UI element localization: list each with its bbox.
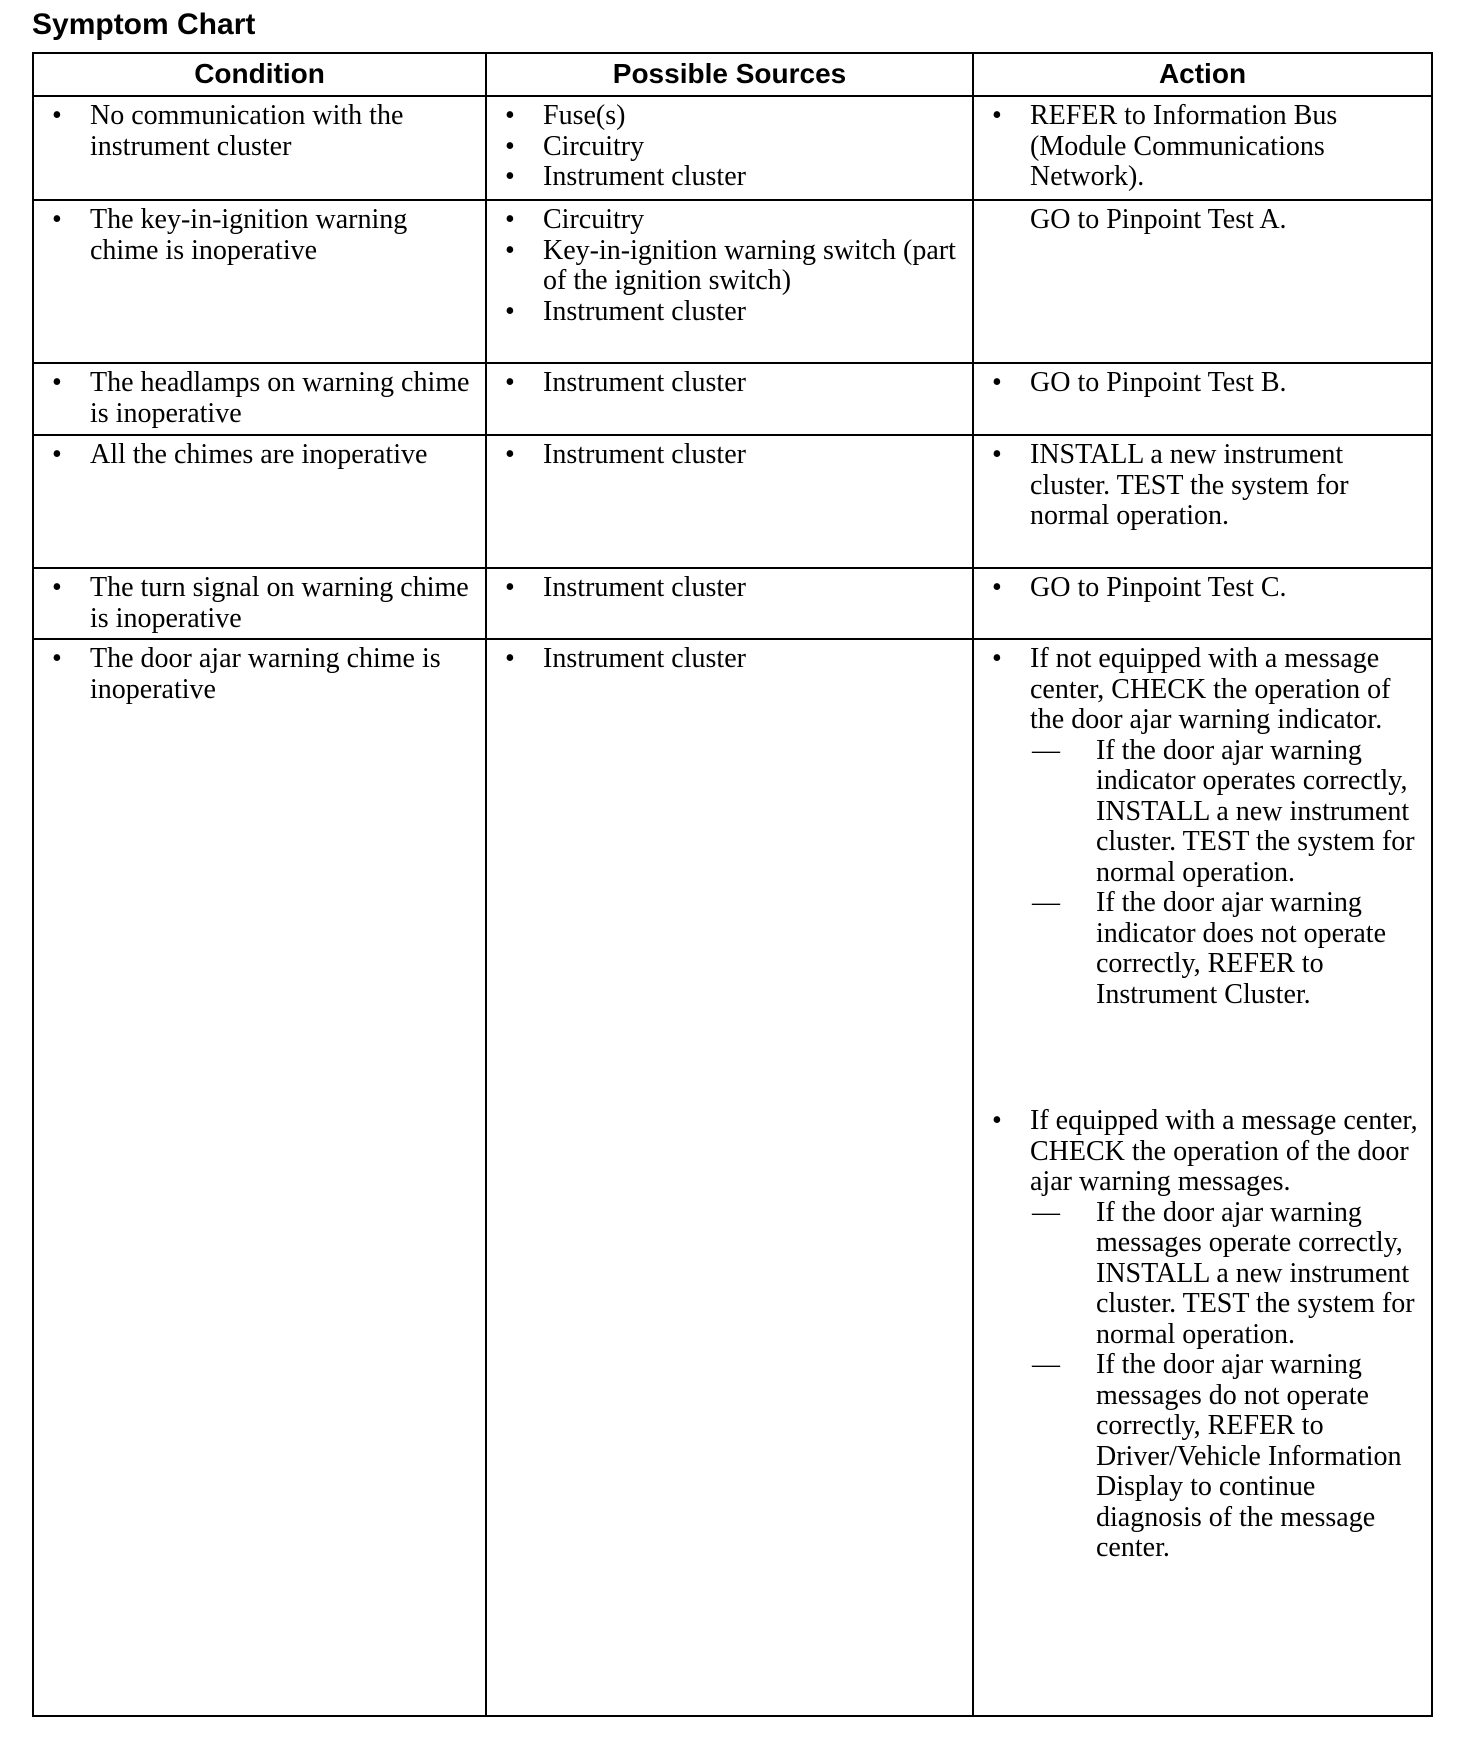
list-item [982, 101, 1425, 193]
list-item [495, 101, 966, 132]
list-item [982, 440, 1425, 532]
source-text: Instrument cluster [543, 643, 746, 674]
bullet-icon: • [505, 572, 515, 603]
condition-cell [33, 363, 486, 435]
bullet-icon: • [505, 643, 515, 674]
sub-list-item [1030, 736, 1425, 889]
condition-cell [33, 639, 486, 1716]
bullet-icon: • [992, 439, 1002, 470]
list-item [495, 236, 966, 297]
sources-cell [486, 200, 973, 363]
bullet-icon: • [505, 295, 515, 327]
table-row [33, 200, 1432, 363]
list-item [982, 573, 1425, 604]
sub-action-text: If the door ajar warning messages operate correctly, INSTALL a new instrument cluster. TEST the system for normal operation. [1096, 1196, 1415, 1350]
action-cell [973, 568, 1432, 639]
table-row [33, 435, 1432, 568]
condition-text: The key-in-ignition warning chime is inoperative [90, 204, 408, 266]
dash-icon: — [1032, 734, 1060, 766]
bullet-icon: • [992, 367, 1002, 398]
bullet-icon: • [52, 439, 62, 470]
list-item [495, 573, 966, 604]
bullet-icon: • [992, 100, 1002, 131]
action-cell [973, 96, 1432, 200]
sources-cell [486, 96, 973, 200]
source-text: Circuitry [543, 204, 645, 235]
condition-text: All the chimes are inoperative [90, 439, 428, 470]
sub-action-text: If the door ajar warning indicator operates correctly, INSTALL a new instrument cluster. TEST the system for normal operation. [1096, 734, 1415, 888]
symptom-chart-table [32, 52, 1433, 1717]
bullet-icon: • [52, 367, 62, 398]
header-row [33, 53, 1432, 96]
list-item [495, 132, 966, 163]
sources-cell [486, 568, 973, 639]
action-text: REFER to Information Bus (Module Communications Network). [1030, 100, 1338, 192]
header-condition: Condition [33, 53, 486, 96]
condition-cell [33, 96, 486, 200]
bullet-icon: • [505, 130, 515, 162]
sub-action-text: If the door ajar warning messages do not operate correctly, REFER to Driver/Vehicle Information Display to continue diagnosis of the message center. [1096, 1349, 1402, 1563]
table-row [33, 363, 1432, 435]
list-item [42, 440, 479, 471]
dash-icon: — [1032, 887, 1060, 918]
source-text: Instrument cluster [543, 295, 746, 327]
source-text: Fuse(s) [543, 100, 626, 131]
bullet-icon: • [505, 234, 515, 266]
bullet-icon: • [505, 100, 515, 131]
list-item [495, 162, 966, 193]
condition-cell [33, 568, 486, 639]
page-title: Symptom Chart [32, 8, 256, 41]
list-item [982, 1106, 1425, 1198]
header-action: Action [973, 53, 1432, 96]
source-text: Instrument cluster [543, 367, 746, 398]
list-item [42, 644, 479, 705]
action-cell [973, 200, 1432, 363]
sub-action-text: If the door ajar warning indicator does not operate correctly, REFER to Instrument Cluster. [1096, 887, 1387, 1010]
action-text: GO to Pinpoint Test C. [1030, 572, 1287, 603]
table-row [33, 96, 1432, 200]
action-text: If not equipped with a message center, CHECK the operation of the door ajar warning indicator. [1030, 643, 1391, 735]
list-item [495, 297, 966, 328]
condition-text: The turn signal on warning chime is inoperative [90, 572, 469, 634]
sources-cell [486, 363, 973, 435]
source-text: Instrument cluster [543, 161, 746, 192]
bullet-icon: • [52, 643, 62, 674]
dash-icon: — [1032, 1196, 1060, 1228]
list-item [982, 368, 1425, 399]
action-text: GO to Pinpoint Test A. [1030, 204, 1287, 235]
source-text: Instrument cluster [543, 439, 746, 470]
dash-icon: — [1032, 1349, 1060, 1380]
list-item [42, 368, 479, 429]
bullet-icon: • [992, 643, 1002, 674]
list-item [495, 368, 966, 399]
list-item [495, 440, 966, 471]
action-text: INSTALL a new instrument cluster. TEST the system for normal operation. [1030, 439, 1349, 531]
bullet-icon: • [505, 367, 515, 398]
action-cell [973, 639, 1432, 1716]
action-cell [973, 363, 1432, 435]
condition-cell [33, 435, 486, 568]
action-text: GO to Pinpoint Test B. [1030, 367, 1287, 398]
bullet-icon: • [52, 100, 62, 131]
bullet-icon: • [992, 1105, 1002, 1136]
header-possible-sources: Possible Sources [486, 53, 973, 96]
action-text: If equipped with a message center, CHECK the operation of the door ajar warning messages. [1030, 1105, 1418, 1197]
list-item [42, 573, 479, 634]
source-text: Circuitry [543, 130, 645, 162]
list-item [42, 101, 479, 162]
bullet-icon: • [992, 572, 1002, 603]
source-text: Instrument cluster [543, 572, 746, 603]
condition-text: The door ajar warning chime is inoperative [90, 643, 441, 705]
condition-cell [33, 200, 486, 363]
sources-cell [486, 639, 973, 1716]
table-row [33, 568, 1432, 639]
condition-text: No communication with the instrument cluster [90, 100, 404, 162]
list-item [982, 644, 1425, 736]
bullet-icon: • [52, 204, 62, 235]
condition-text: The headlamps on warning chime is inoperative [90, 367, 470, 429]
bullet-icon: • [505, 439, 515, 470]
bullet-icon: • [505, 161, 515, 192]
list-item [42, 205, 479, 266]
action-cell [973, 435, 1432, 568]
list-item [495, 644, 966, 675]
sub-list-item [1030, 1198, 1425, 1351]
sources-cell [486, 435, 973, 568]
bullet-icon: • [52, 572, 62, 603]
bullet-icon: • [505, 204, 515, 235]
sub-list-item [1030, 888, 1425, 1010]
source-text: Key-in-ignition warning switch (part of the ignition switch) [543, 234, 956, 296]
table-row [33, 639, 1432, 1716]
sub-list-item [1030, 1350, 1425, 1564]
list-item [495, 205, 966, 236]
